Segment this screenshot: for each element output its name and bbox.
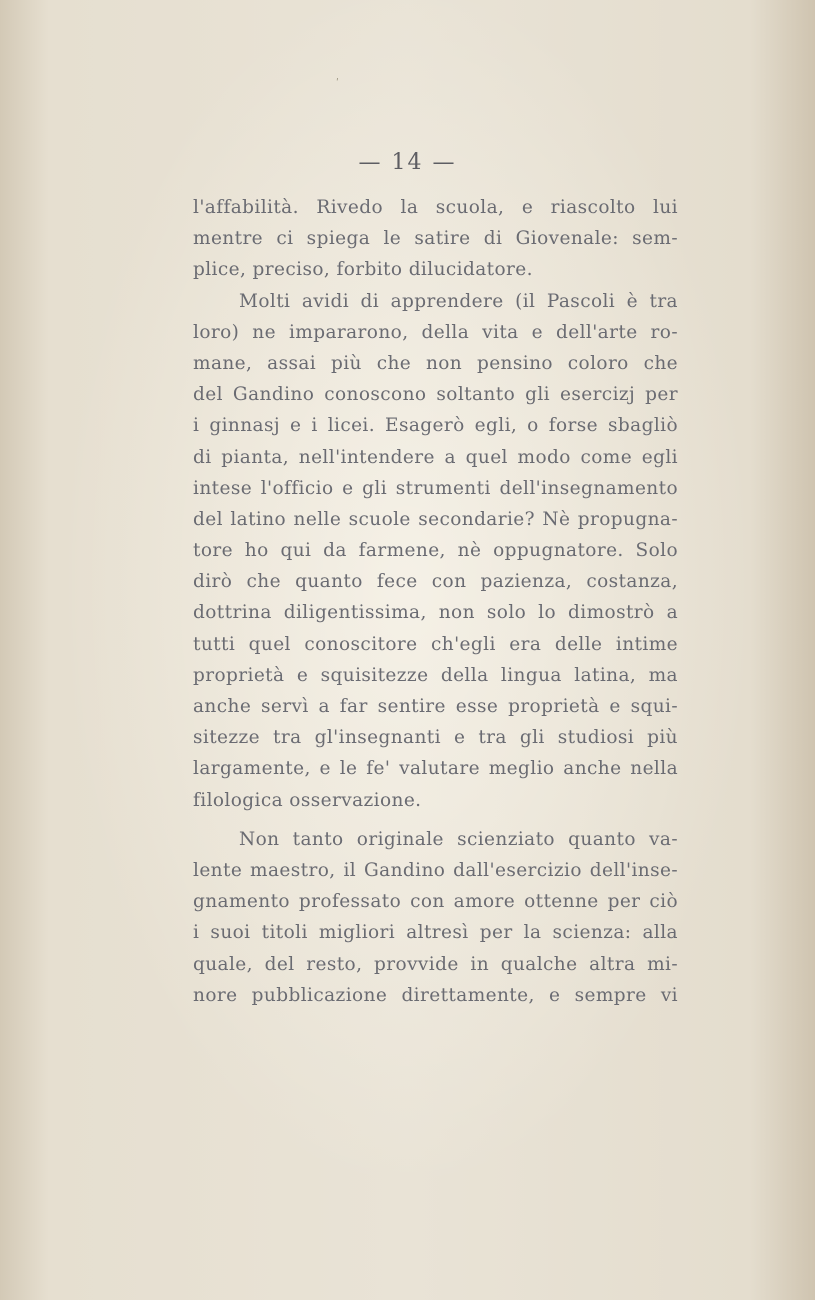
- paragraph-2: [193, 286, 678, 816]
- text-line: Non tanto originale scienziato quanto va-: [239, 828, 678, 850]
- text-line: mane, assai più che non pensino coloro che: [193, 352, 678, 374]
- page-number: — 14 —: [358, 150, 457, 175]
- paragraph-3: [193, 824, 678, 1011]
- text-line: anche servì a far sentire esse proprietà e squi-: [193, 696, 678, 717]
- text-line: plice, preciso, forbito dilucidatore.: [193, 259, 533, 281]
- text-line: lente maestro, il Gandino dall'esercizio dell'inse-: [193, 859, 678, 881]
- text-line: l'affabilità. Rivedo la scuola, e riascolto lui: [193, 197, 678, 218]
- text-line: di pianta, nell'intendere a quel modo come egli: [193, 446, 678, 468]
- text-line: del latino nelle scuole secondarie? Nè propugna-: [193, 508, 678, 530]
- text-line: tutti quel conoscitore ch'egli era delle intime: [193, 633, 678, 655]
- text-line: largamente, e le fe' valutare meglio anche nella: [193, 758, 678, 780]
- pencil-mark: ʹ: [336, 78, 339, 89]
- text-line: gnamento professato con amore ottenne per ciò: [193, 891, 678, 913]
- text-line: filologica osservazione.: [193, 789, 422, 811]
- text-line: dottrina diligentissima, non solo lo dimostrò a: [193, 602, 678, 624]
- text-line: i ginnasj e i licei. Esagerò egli, o forse sbagliò: [193, 415, 678, 437]
- text-line: del Gandino conoscono soltanto gli esercizj per: [193, 384, 678, 406]
- text-line: intese l'officio e gli strumenti dell'insegnamento: [193, 477, 678, 499]
- text-line: quale, del resto, provvide in qualche altra mi-: [193, 953, 678, 975]
- paragraph-1: [193, 192, 678, 286]
- text-line: nore pubblicazione direttamente, e sempre vi: [193, 984, 678, 1006]
- text-line: tore ho qui da farmene, nè oppugnatore. Solo: [193, 540, 678, 562]
- body-text: [193, 192, 678, 1011]
- text-line: Molti avidi di apprendere (il Pascoli è tra: [239, 290, 678, 312]
- text-line: proprietà e squisitezze della lingua latina, ma: [193, 664, 678, 686]
- text-line: sitezze tra gl'insegnanti e tra gli studiosi più: [193, 727, 678, 749]
- text-line: i suoi titoli migliori altresì per la scienza: alla: [193, 922, 678, 944]
- text-line: mentre ci spiega le satire di Giovenale: sem-: [193, 228, 678, 250]
- text-line: loro) ne impararono, della vita e dell'arte ro-: [193, 321, 678, 343]
- text-line: dirò che quanto fece con pazienza, costanza,: [193, 571, 678, 593]
